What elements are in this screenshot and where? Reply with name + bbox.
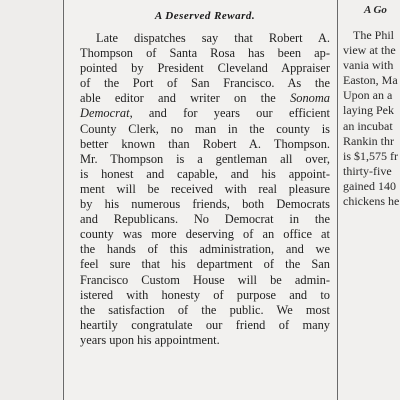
article-line-suffix: , and for years our efficient [129, 106, 330, 121]
article-body [80, 31, 330, 348]
article-headline: A Deserved Reward. [154, 10, 256, 22]
right-neighbor-column [340, 0, 400, 400]
left-neighbor-column [0, 0, 62, 400]
article-line: pointed by President Cleveland Appraiser [80, 61, 330, 76]
article-line: Mr. Thompson is a gentleman all over, [80, 151, 330, 166]
right-column-line: is $1,575 fr [343, 148, 398, 163]
article-line: is honest and capable, and his appoint- [80, 166, 330, 181]
article-line-with-italic [80, 91, 330, 106]
article-line: county was more deserving of an office at [80, 227, 330, 242]
article-line: by his numerous friends, both Democrats [80, 197, 330, 212]
right-column-line: laying Pek [343, 103, 394, 118]
right-column-line: thirty-five [343, 163, 392, 178]
right-column-body [343, 28, 399, 209]
right-column-line: Easton, Ma [343, 73, 398, 88]
right-column-line: vania with [343, 58, 394, 73]
article-line: County Clerk, no man in the county is [80, 121, 330, 136]
article-line: istered with honesty of purpose and to [80, 287, 330, 302]
article-line: the hands of this administration, and we [80, 242, 330, 257]
article-line: better known than Robert A. Thompson. [80, 136, 330, 151]
article-line: Late dispatches say that Robert A. [96, 31, 330, 45]
column-rule-right [337, 0, 338, 400]
right-column-line: chickens he [343, 194, 400, 209]
article-line: heartily congratulate our friend of many [80, 317, 330, 332]
article-line: years upon his appointment. [80, 332, 220, 347]
right-column-line: The Phil [353, 28, 394, 42]
column-rule-left [63, 0, 64, 400]
right-column-line: Rankin thr [343, 133, 394, 148]
article-line: ment will be received with real pleasure [80, 181, 330, 196]
right-column-line: Upon an a [343, 88, 393, 103]
right-column-line: gained 140 [343, 178, 396, 193]
article-line: of the Port of San Francisco. As the [80, 76, 330, 91]
article-line: Thompson of Santa Rosa has been ap- [80, 46, 330, 61]
article-line: Francisco Custom House will be admin- [80, 272, 330, 287]
article-line: and Republicans. No Democrat in the [80, 212, 330, 227]
article-line: feel sure that his department of the San [80, 257, 330, 272]
right-column-heading: A Go [364, 4, 387, 16]
right-column-line: an incubat [343, 118, 393, 133]
article-line-with-italic [80, 106, 330, 121]
newspaper-name-italic: Democrat [80, 106, 130, 121]
newspaper-name-italic: Sonoma [290, 91, 330, 106]
article [80, 10, 330, 348]
right-column-line: view at the [343, 43, 396, 58]
article-line: the satisfaction of the public. We most [80, 302, 330, 317]
article-line-prefix: able editor and writer on the [80, 91, 291, 106]
